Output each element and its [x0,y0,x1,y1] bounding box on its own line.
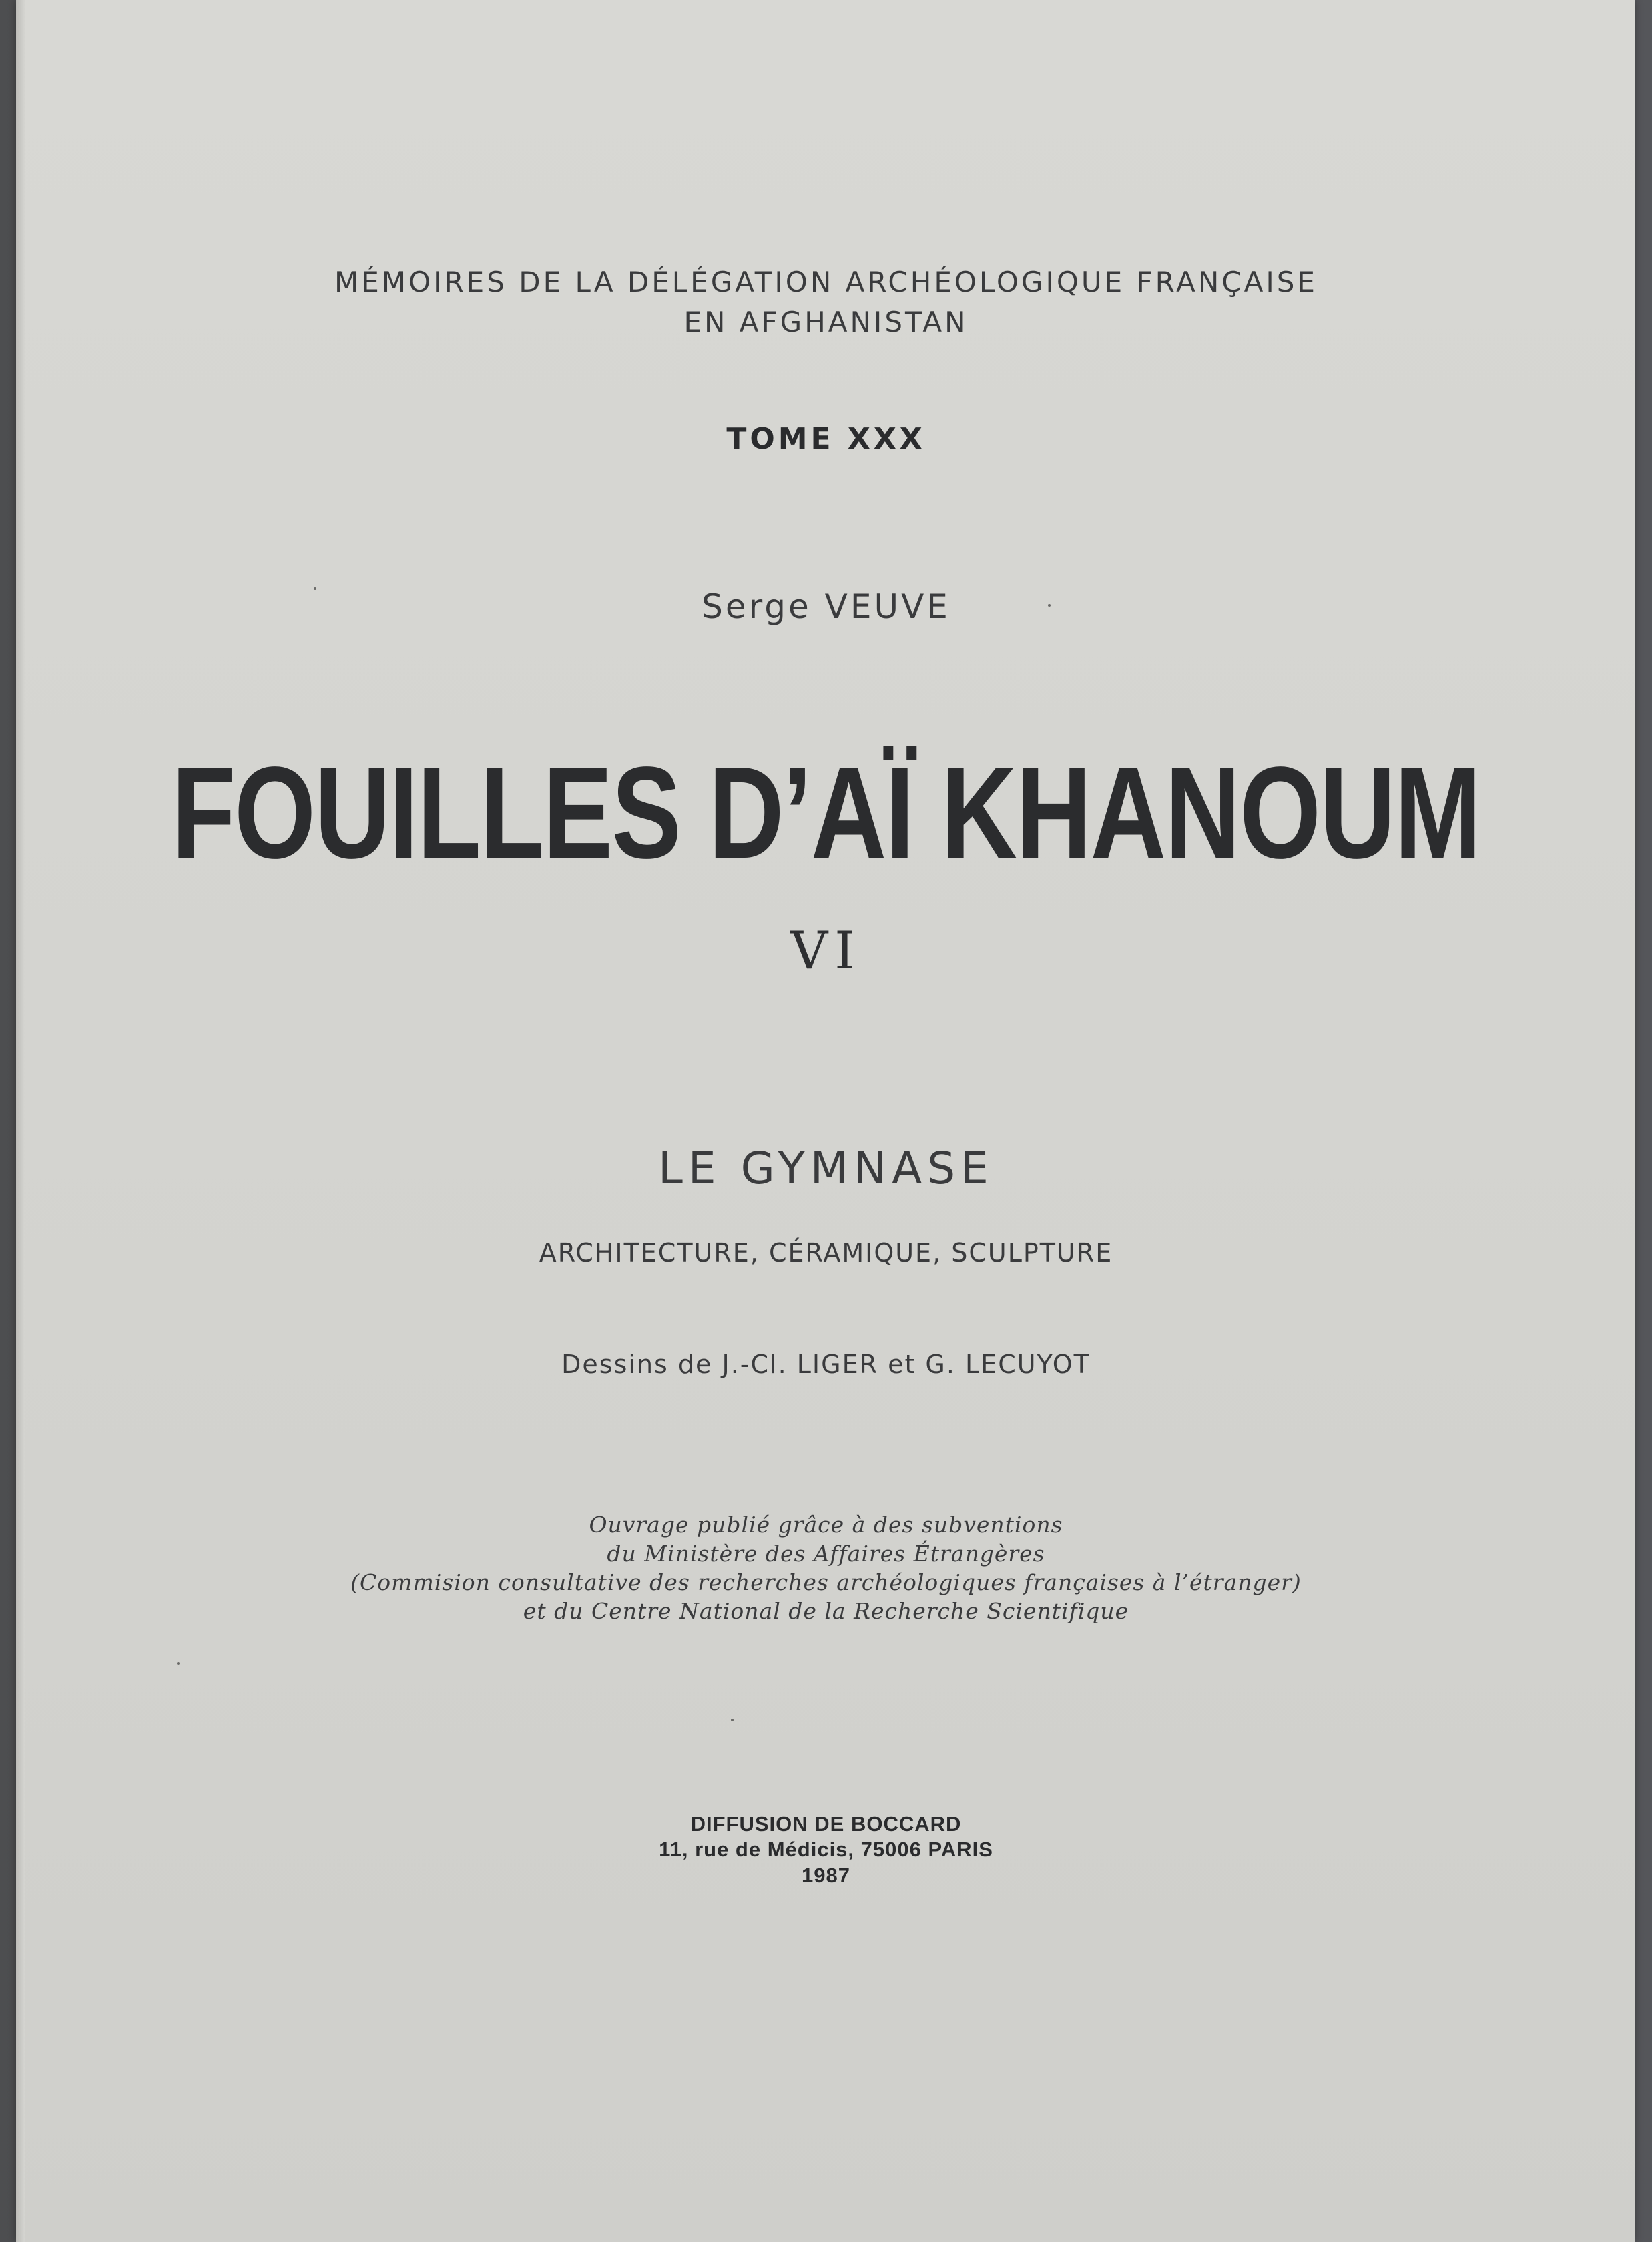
funding-credit-line-1: Ouvrage publié grâce à des subventions [589,1512,1063,1538]
tome-number: TOME XXX [726,422,926,456]
book-title: FOUILLES D’AÏ KHANOUM [171,740,1481,886]
funding-credit-line-3: (Commision consultative des recherches archéologiques françaises à l’étranger) [350,1569,1302,1595]
paper-speck [177,1662,180,1665]
publisher-name: DIFFUSION DE BOCCARD [690,1812,962,1836]
author-name: Serge VEUVE [702,587,950,626]
publication-year: 1987 [802,1864,850,1887]
publisher-address: 11, rue de Médicis, 75006 PARIS [659,1838,993,1861]
funding-credit-line-2: du Ministère des Affaires Étrangères [607,1540,1045,1567]
drawings-credit: Dessins de J.-Cl. LIGER et G. LECUYOT [561,1350,1091,1379]
paper-speck [731,1719,734,1721]
book-subtitle: LE GYMNASE [658,1143,994,1194]
series-title-line-2: EN AFGHANISTAN [683,306,969,338]
series-title-line-1: MÉMOIRES DE LA DÉLÉGATION ARCHÉOLOGIQUE FRANÇAISE [334,266,1318,298]
subtitle-topics: ARCHITECTURE, CÉRAMIQUE, SCULPTURE [539,1238,1113,1268]
volume-number: VI [790,921,862,981]
paper-speck [314,587,316,590]
paper-speck [1048,604,1051,607]
funding-credit-line-4: et du Centre National de la Recherche Scientifique [523,1598,1129,1624]
